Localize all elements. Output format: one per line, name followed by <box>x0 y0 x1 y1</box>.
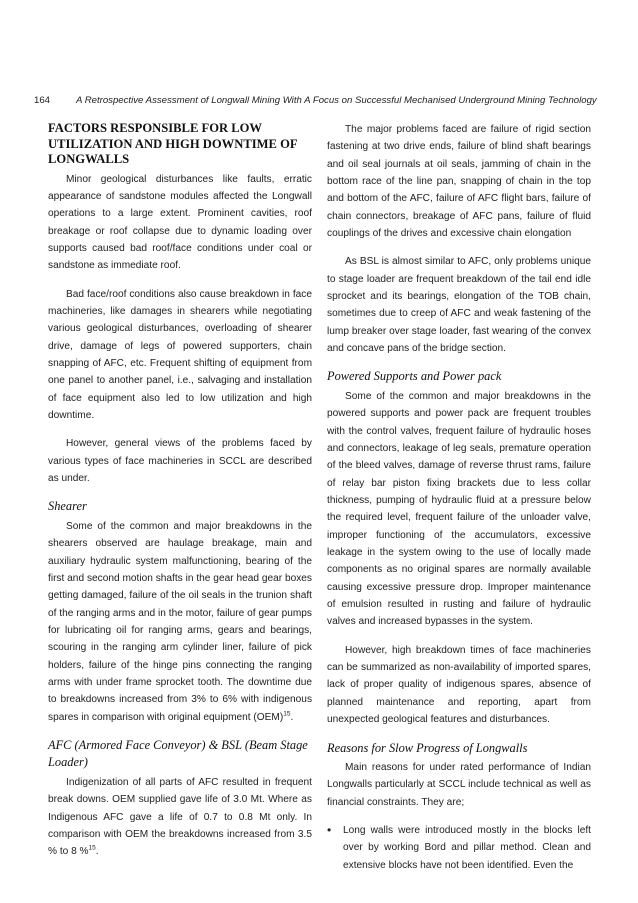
bullet-item <box>327 822 591 885</box>
paragraph-shearer <box>48 518 312 726</box>
paragraph: As BSL is almost similar to AFC, only problems unique to stage loader are frequent breakdown of the tail end idle sprocket and its bearings, elongation of the TOB chain, sometimes due to creep of AFC and weak fastening of the lump breaker over stage loader, fast wearing of the convex and concave pans of the bridge section. <box>327 256 591 355</box>
running-header <box>34 95 604 106</box>
paragraph-end: . <box>95 846 99 858</box>
left-column <box>48 121 312 872</box>
section-heading-factors: FACTORS RESPONSIBLE FOR LOW UTILIZATION AND HIGH DOWNTIME OF LONGWALLS <box>48 121 298 166</box>
paragraph: Some of the common and major breakdowns in the powered supports and power pack are frequent troubles with the control valves, frequent failure of hydraulic hoses and connectors, leakage of leg seals, premature operation of the bleed valves, damage of reverse thrust rams, failure of relay bar piston fixing brackets due to less collar thickness, pumping of hydraulic fluid at a pressure below the required level, frequent failure of the unloader valve, improper functioning of the accumulators, excessive leakage in the system owing to the use of locally made components as no original spares are normally available causing excessive pressure drop. Improper maintenance of emulsion resulted in rusting and failure of hydraulic valves and increased bypasses in the system. <box>327 390 591 628</box>
running-title: A Retrospective Assessment of Longwall Mining With A Focus on Successful Mechanised Underground Mining Technology <box>76 95 597 106</box>
citation-ref: 15 <box>88 844 96 852</box>
paragraph: Minor geological disturbances like faults, erratic appearance of sandstone modules affected the Longwall operations to a large extent. Prominent cavities, roof breakage or roof collapse due to dynamic loading over supports caused bad roof/face conditions under coal or sandstone as immediate roof. <box>48 173 312 272</box>
paragraph: The major problems faced are failure of rigid section fastening at two drive ends, failure of blind shaft bearings and oil seal journals at oil seals, jamming of chain in the bottom race of the line pan, snapping of chain in the top and bottom of the AFC, failure of AFC flight bars, failure of chain connectors, breakage of AFC pans, failure of fluid couplings of the drives and excessive chain elongation <box>327 124 591 240</box>
paragraph-afc <box>48 774 312 861</box>
paragraph-end: . <box>290 711 294 723</box>
subheading-afc: AFC (Armored Face Conveyor) & BSL (Beam Stage Loader) <box>48 737 308 770</box>
paragraph-text: Some of the common and major breakdowns in the shearers observed are haulage breakage, main and auxiliary hydraulic system malfunctioning, bearing of the first and second motion shafts in the gear head gear boxes getting damaged, failure of the oil seals in the trunion shaft of the ranging arms and in the motor, failure of gear pumps for lubricating oil for ranging arms, gears and bearings, scouring in the ranging arm cylinder liner, failure of pick holders, failure of the hinge pins connecting the ranging arms with under frame sprocket tooth. The downtime due to breakdowns increased from 3% to 6% with indigenous spares in comparison with original equipment (OEM) <box>48 520 312 723</box>
paragraph: However, high breakdown times of face machineries can be summarized as non-availability of imported spares, lack of proper quality of indigenous spares, absence of planned maintenance and reporting, apart from unexpected geological features and disturbances. <box>327 644 591 726</box>
paragraph: Main reasons for under rated performance of Indian Longwalls particularly at SCCL include technical as well as financial constraints. They are; <box>327 762 591 808</box>
paragraph: Bad face/roof conditions also cause breakdown in face machineries, like damages in shearers while negotiating various geological disturbances, overloading of shearer drive, damage of legs of powered supporters, chain snapping of AFC, etc. Frequent shifting of equipment from one panel to another panel, i.e., salvaging and installation of face equipment also led to low utilization and high downtime. <box>48 288 312 421</box>
bullet-text: Long walls were introduced mostly in the blocks left over by working Bord and pillar method. Clean and extensive blocks have not been identified. Even the <box>343 825 591 871</box>
page-number: 164 <box>34 95 51 106</box>
subheading-reasons: Reasons for Slow Progress of Longwalls <box>327 740 528 755</box>
paragraph-text: Indigenization of all parts of AFC resulted in frequent break downs. OEM supplied gave life of 3.0 Mt. Where as Indigenous AFC gave a life of 0.7 to 0.8 Mt only. In comparison with OEM the breakdowns increased from 3.5 % to 8 % <box>48 776 312 858</box>
paragraph: However, general views of the problems faced by various types of face machineries in SCCL are described as under. <box>48 438 312 484</box>
right-column <box>327 121 591 885</box>
bullet-dot: • <box>327 823 332 838</box>
subheading-shearer: Shearer <box>48 499 87 514</box>
citation-ref: 15 <box>283 710 291 718</box>
subheading-powered-supports: Powered Supports and Power pack <box>327 369 502 384</box>
